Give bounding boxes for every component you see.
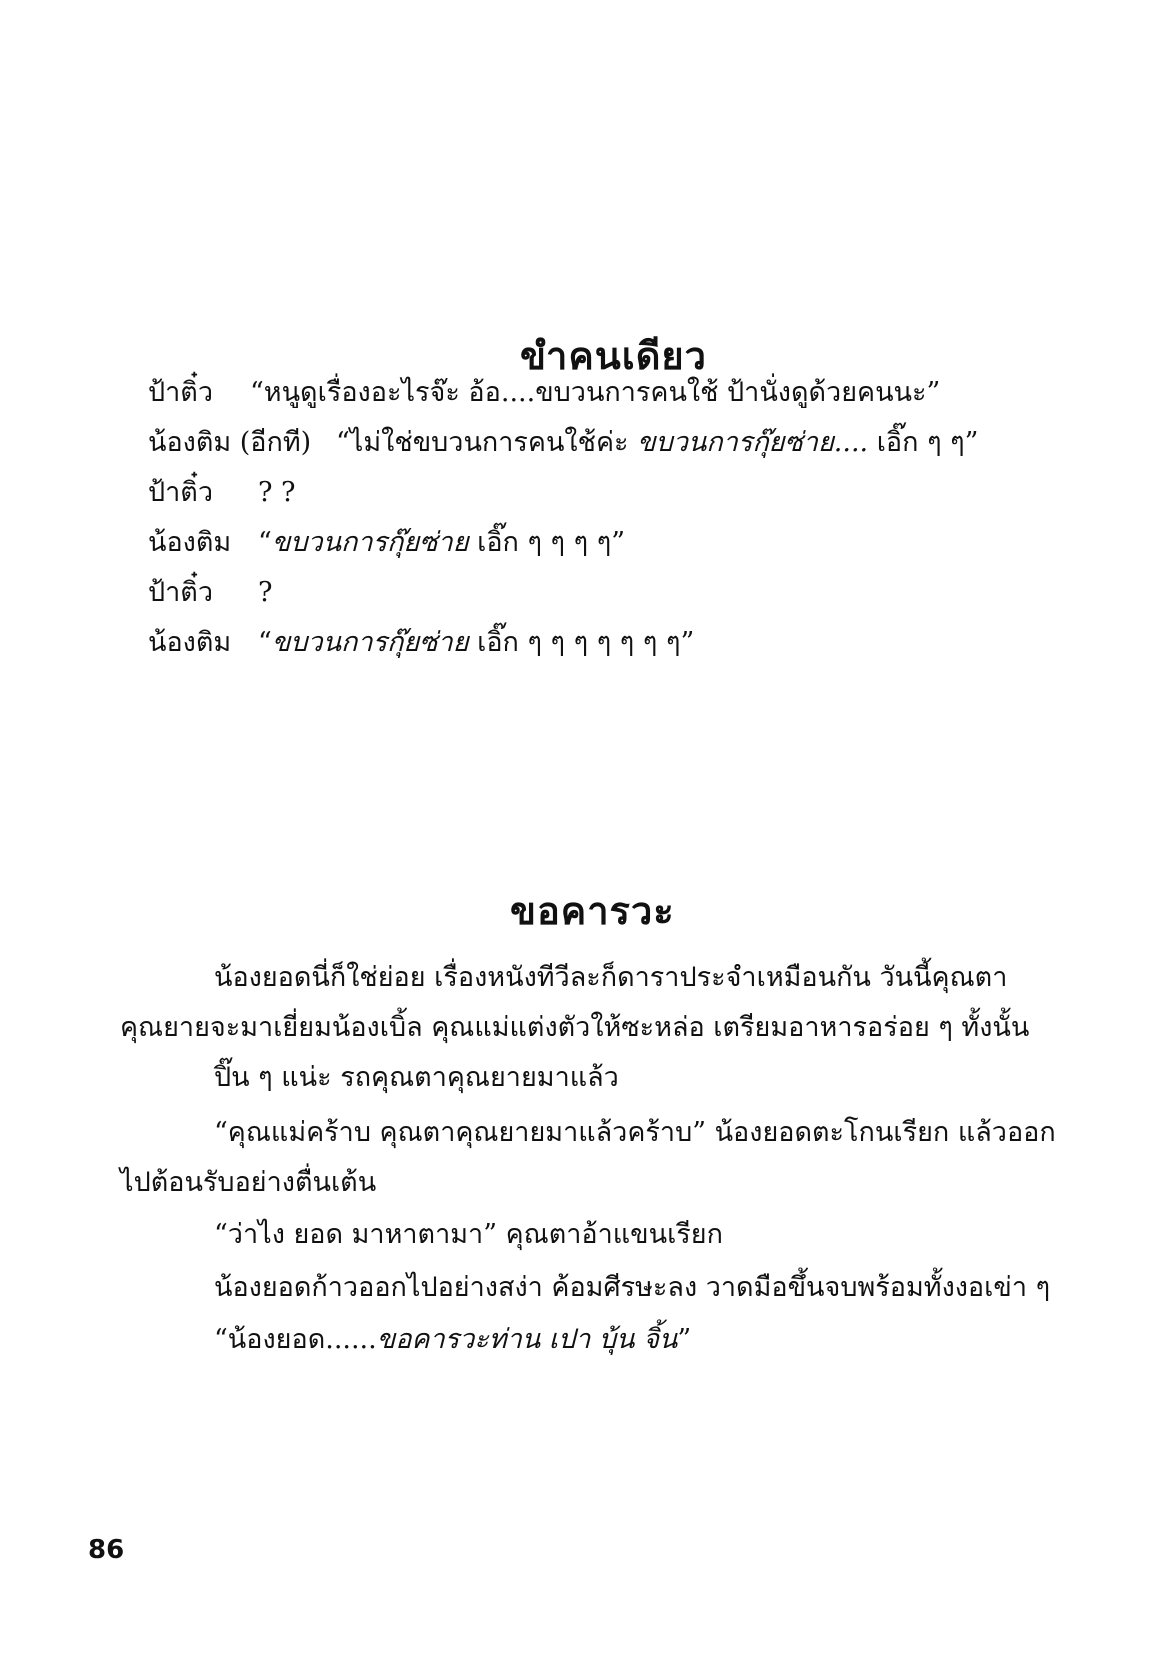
dialogue-plain: ? — [258, 577, 273, 608]
dialogue-plain: เอิ๊ก ๆ ๆ ๆ ๆ ๆ ๆ ๆ” — [468, 627, 695, 658]
dialogue-text — [250, 373, 940, 413]
dialogue-line — [148, 573, 273, 613]
dialogue-text — [336, 423, 978, 463]
paragraph-plain: “น้องยอด...... — [214, 1324, 377, 1355]
dialogue-plain: เอิ๊ก ๆ ๆ” — [868, 427, 979, 458]
dialogue-line — [148, 523, 626, 563]
paragraph-italic: ขอคารวะท่าน เปา บุ้น จิ้น — [376, 1324, 678, 1355]
paragraph-line: คุณยายจะมาเยี่ยมน้องเบิ้ล คุณแม่แต่งตัวให้ซะหล่อ เตรียมอาหารอร่อย ๆ ทั้งนั้น — [120, 1012, 1030, 1043]
dialogue-plain: “ — [258, 527, 272, 558]
dialogue-plain: “ — [258, 627, 272, 658]
dialogue-text — [258, 623, 694, 663]
speaker-name: น้องติม (อีกที) — [148, 427, 312, 458]
speaker-name: ป้าติ๋ว — [148, 377, 213, 408]
dialogue-plain: ? ? — [258, 477, 296, 508]
paragraph-line: ไปต้อนรับอย่างตื่นเต้น — [120, 1167, 377, 1198]
dialogue-text — [258, 573, 272, 613]
paragraph-line: น้องยอดนี่ก็ใช่ย่อย เรื่องหนังทีวีละก็ดาราประจำเหมือนกัน วันนี้คุณตา — [214, 962, 1008, 993]
dialogue-line — [148, 473, 296, 513]
dialogue-italic: ขบวนการกุ๊ยซ่าย — [271, 627, 469, 658]
dialogue-plain: “ไม่ใช่ขบวนการคนใช้ค่ะ — [336, 427, 638, 458]
paragraph-line: ปิ๊น ๆ แน่ะ รถคุณตาคุณยายมาแล้ว — [214, 1062, 619, 1093]
paragraph-line: น้องยอดก้าวออกไปอย่างสง่า ค้อมศีรษะลง วาดมือขึ้นจบพร้อมทั้งงอเข่า ๆ — [214, 1272, 1051, 1303]
section-title-kham-khon-diao: ขำคนเดียว — [520, 334, 707, 378]
dialogue-line — [148, 373, 941, 413]
speaker-name: ป้าติ๋ว — [148, 477, 213, 508]
speaker-name: น้องติม — [148, 627, 232, 658]
dialogue-plain: เอิ๊ก ๆ ๆ ๆ ๆ” — [468, 527, 626, 558]
paragraph-line: “ว่าไง ยอด มาหาตามา” คุณตาอ้าแขนเรียก — [214, 1219, 723, 1250]
dialogue-italic: ขบวนการกุ๊ยซ่าย — [271, 527, 469, 558]
dialogue-text — [258, 473, 296, 513]
dialogue-plain: “หนูดูเรื่องอะไรจ๊ะ อ้อ....ขบวนการคนใช้ ป้านั่งดูด้วยคนนะ” — [250, 377, 941, 408]
speaker-name: น้องติม — [148, 527, 232, 558]
paragraph-line: “คุณแม่คร้าบ คุณตาคุณยายมาแล้วคร้าบ” น้องยอดตะโกนเรียก แล้วออก — [214, 1117, 1056, 1148]
dialogue-line — [148, 623, 695, 663]
dialogue-line — [148, 423, 979, 463]
dialogue-text — [258, 523, 625, 563]
page-number: 86 — [88, 1535, 125, 1565]
section-title-kho-kharawa: ขอคารวะ — [510, 889, 675, 933]
paragraph-line — [214, 1320, 691, 1360]
dialogue-italic: ขบวนการกุ๊ยซ่าย.... — [637, 427, 869, 458]
speaker-name: ป้าติ๋ว — [148, 577, 213, 608]
paragraph-plain: ” — [677, 1324, 692, 1355]
